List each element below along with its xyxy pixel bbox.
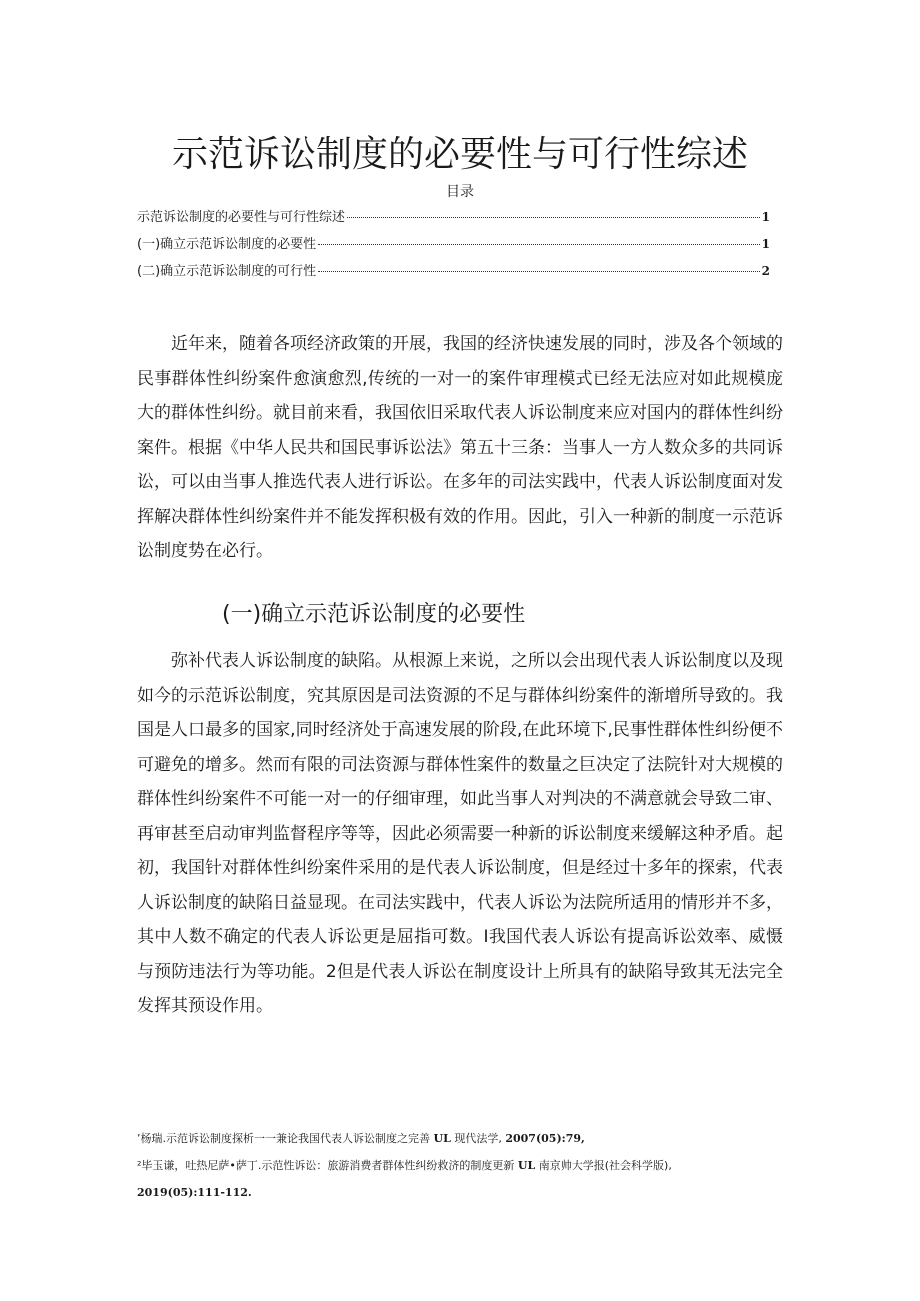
footnote-marker: ’ <box>137 1132 141 1145</box>
toc-entry-label: (二)确立示范诉讼制度的可行性 <box>137 264 317 279</box>
toc-entry-page: 1 <box>761 210 770 224</box>
toc-entry-page: 2 <box>761 264 770 278</box>
section-heading: (一)确立示范诉讼制度的必要性 <box>222 602 526 627</box>
footnote-marker: ² <box>137 1159 142 1172</box>
table-of-contents <box>137 206 770 287</box>
toc-entry[interactable] <box>137 233 770 260</box>
toc-entry-label: 示范诉讼制度的必要性与可行性综述 <box>137 210 346 225</box>
toc-leader-dots <box>318 244 759 245</box>
document-title: 示范诉讼制度的必要性与可行性综述 <box>171 134 748 175</box>
footnote-ref: 2007(05):79, <box>505 1132 585 1145</box>
footnote-source: 现代法学, <box>454 1132 502 1145</box>
footnote-bold: UL <box>433 1132 451 1145</box>
footnote-source: 南京帅大学报(社会科学版), <box>538 1159 672 1172</box>
footnote-text: 毕玉谦，吐热尼萨•萨丁.示范性诉讼：旅游消费者群体性纠纷救济的制度更新 <box>141 1159 515 1172</box>
intro-paragraph: 近年来，随着各项经济政策的开展，我国的经济快速发展的同时，涉及各个领域的民事群体性纠纷案件愈演愈烈,传统的一对一的案件审理模式已经无法应对如此规模庞大的群体性纠纷。就目前来看，我国依旧采取代表人诉讼制度来应对国内的群体性纠纷案件。根据《中华人民共和国民事诉讼法》第五十三条：当事人一方人数众多的共同诉讼，可以由当事人推选代表人进行诉讼。在多年的司法实践中，代表人诉讼制度面对发挥解决群体性纠纷案件并不能发挥积极有效的作用。因此，引入一种新的制度一示范诉讼制度势在必行。 <box>137 334 783 561</box>
footnote-1 <box>137 1125 787 1152</box>
footnote-2 <box>137 1152 787 1179</box>
toc-entry-page: 1 <box>761 237 770 251</box>
toc-entry[interactable] <box>137 206 770 233</box>
toc-entry-label: (一)确立示范诉讼制度的必要性 <box>137 237 317 252</box>
footnote-2-ref-line <box>137 1179 787 1206</box>
footnote-bold: UL <box>517 1159 536 1172</box>
footnote-ref: 2019(05):111-112. <box>137 1186 252 1199</box>
section-paragraph: 弥补代表人诉讼制度的缺陷。从根源上来说，之所以会出现代表人诉讼制度以及现如今的示范诉讼制度，究其原因是司法资源的不足与群体纠纷案件的渐增所导致的。我国是人口最多的国家,同时经济处于高速发展的阶段,在此环境下,民事性群体性纠纷便不可避免的增多。然而有限的司法资源与群体性案件的数量之巨决定了法院针对大规模的群体性纠纷案件不可能一对一的仔细审理，如此当事人对判决的不满意就会导致二审、再审甚至启动审判监督程序等等，因此必须需要一种新的诉讼制度来缓解这种矛盾。起初，我国针对群体性纠纷案件采用的是代表人诉讼制度，但是经过十多年的探索，代表人诉讼制度的缺陷日益显现。在司法实践中，代表人诉讼为法院所适用的情形并不多，其中人数不确定的代表人诉讼更是屈指可数。I我国代表人诉讼有提高诉讼效率、威慑与预防违法行为等功能。2但是代表人诉讼在制度设计上所具有的缺陷导致其无法完全发挥其预设作用。 <box>137 651 783 1016</box>
toc-leader-dots <box>347 217 760 218</box>
toc-heading: 目录 <box>446 184 474 200</box>
footnote-text: 杨瑞.示范诉讼制度探析一一兼论我国代表人诉讼制度之完善 <box>140 1132 430 1145</box>
toc-entry[interactable] <box>137 260 770 287</box>
toc-leader-dots <box>318 271 759 272</box>
footnotes <box>137 1125 787 1206</box>
